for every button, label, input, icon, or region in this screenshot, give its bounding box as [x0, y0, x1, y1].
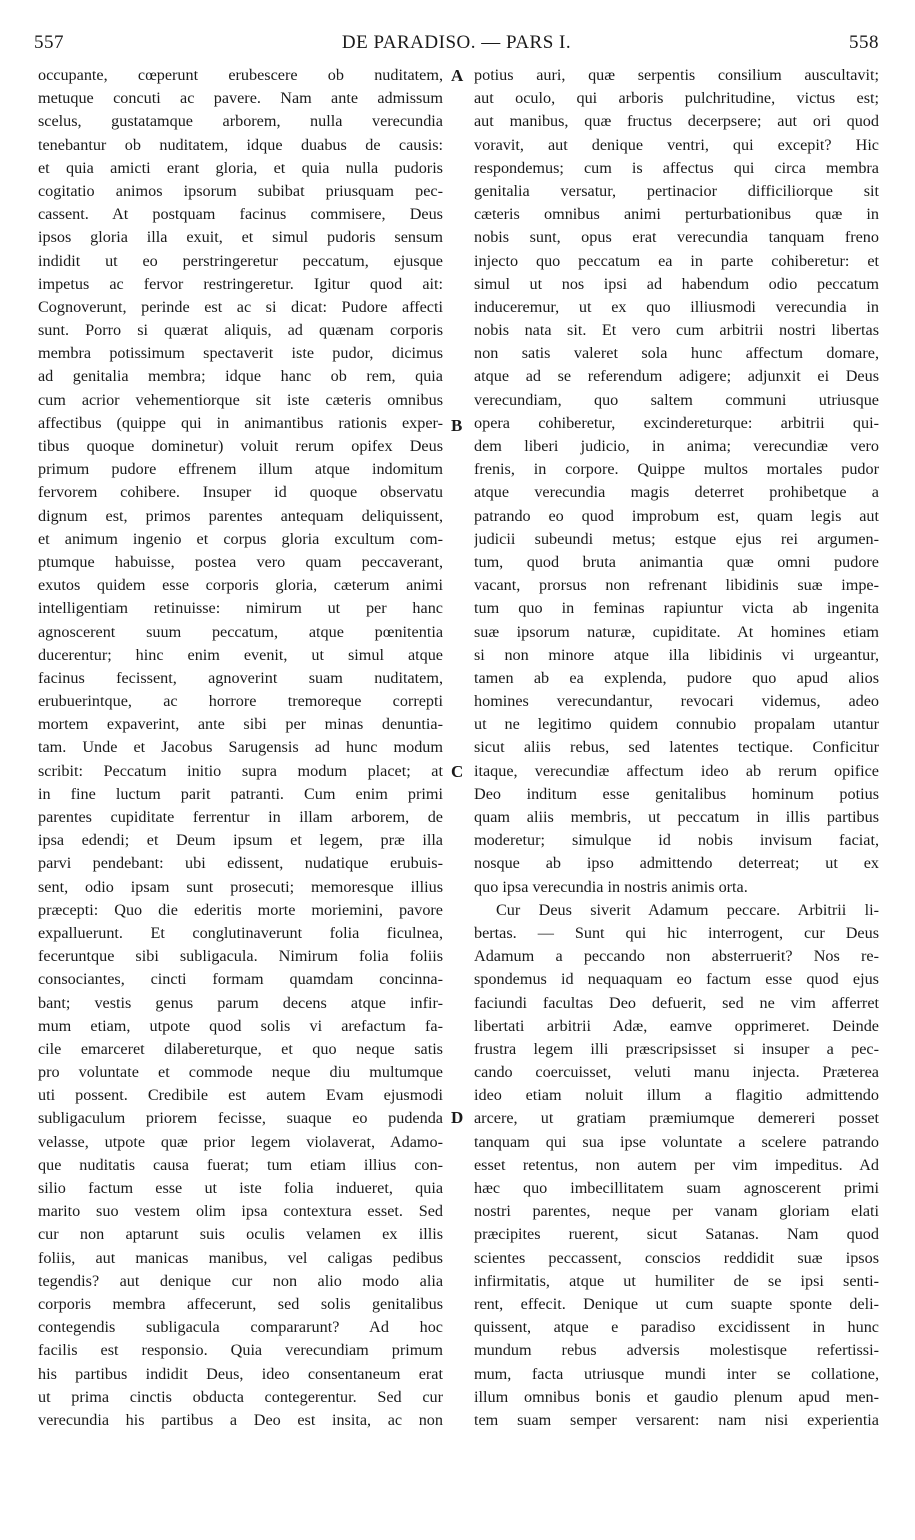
text-line: affectibus (quippe qui in animantibus rationis exper-	[38, 413, 443, 432]
text-line: hæc quo imbecillitatem suam agnoscerent primi	[474, 1179, 879, 1197]
text-line: Cognoverunt, perinde est ac si dicat: Pudore affecti	[38, 297, 443, 316]
text-line: primum pudore effrenem illum atque indomitum	[38, 460, 443, 479]
text-line: infirmitatis, atque ut humiliter de se ipsi senti-	[474, 1271, 879, 1290]
text-line: ad genitalia membra; idque hanc ob rem, quia	[38, 367, 443, 386]
text-line: quissent, atque e paradiso excidissent in hunc	[474, 1318, 879, 1337]
section-marker-a: A	[451, 66, 464, 85]
text-line: facinus fecissent, agnoverint suam nuditatem,	[38, 668, 443, 687]
text-line: tum quo in feminas rapiuntur victa ab ingenita	[474, 599, 879, 618]
text-line: quo ipsa verecundia in nostris animis orta.	[474, 877, 748, 896]
text-line: si non minore atque illa libidinis vi urgeantur,	[474, 645, 879, 664]
text-line: scientes peccassent, conscios reddidit suæ ipsos	[474, 1248, 879, 1267]
text-line: præcipites ruerent, sicut Satanas. Nam quod	[474, 1225, 879, 1244]
running-header	[34, 30, 879, 56]
text-line: atque verecundia magis deterret prohibetque a	[474, 483, 879, 502]
text-line: voravit, aut denique ventri, qui excepit? Hic	[474, 135, 879, 154]
text-line: aut manibus, quæ fructus decerpsere; aut ori quod	[474, 112, 879, 131]
text-line: ptumque habuisse, postea vero quam peccaverant,	[38, 552, 443, 571]
text-line: facilis est responsio. Quia verecundiam primum	[38, 1341, 443, 1360]
text-line: esset retentus, non autem per vim impeditus. Ad	[474, 1155, 879, 1174]
text-line: tem suam semper versarent: nam nisi experientia	[474, 1410, 879, 1429]
text-line: erubuerintque, ac horrore tremoreque correpti	[38, 692, 443, 711]
text-line: indidit ut eo perstringeretur peccatum, ejusque	[38, 251, 443, 270]
text-line: dignum est, primos parentes antequam deliquissent,	[38, 506, 443, 525]
text-line: sent, odio ipsam sunt prosecuti; memoresque illius	[38, 877, 443, 896]
text-line: non satis valeret sola hunc affectum domare,	[474, 344, 879, 363]
page-number-left: 557	[34, 32, 64, 53]
section-marker-c: C	[451, 762, 464, 781]
text-line: consociantes, cincti formam quamdam concinna-	[38, 970, 443, 989]
text-line: in fine luctum parit patranti. Cum enim primi	[38, 784, 443, 803]
text-line: cile emarceret dilabereturque, et quo neque satis	[38, 1039, 443, 1058]
text-line: cassent. At postquam facinus commisere, Deus	[38, 205, 443, 224]
text-line: genitalia versatur, pertinacior difficiliorque sit	[474, 181, 879, 200]
text-line: faciundi facultas Deo defuerit, sed ne vim afferret	[474, 993, 879, 1012]
text-line: spondemus id nequaquam eo factum esse quod ejus	[474, 970, 879, 989]
text-line: tibus quoque dominetur) voluit rerum opifex Deus	[38, 437, 443, 455]
text-line: ut ne legitimo quidem connubio propalam utantur	[474, 715, 879, 734]
text-line: suæ ipsorum naturæ, cupiditate. At homines etiam	[474, 622, 879, 641]
text-line: mum etiam, utpote quod solis vi arefactum fa-	[38, 1016, 443, 1035]
text-line: mundum rebus adversis molestisque refertissi-	[474, 1341, 879, 1360]
text-line: corporis membra affecerunt, sed solis genitalibus	[38, 1294, 443, 1313]
text-line: et animum ingenio et corpus gloria excultum com-	[38, 529, 443, 548]
text-line: Deo inditum esse genitalibus hominum potius	[474, 784, 879, 803]
text-line: occupante, cœperunt erubescere ob nuditatem,	[38, 66, 443, 84]
text-line: simul ut nos ipsi ad habendum odio peccatum	[474, 274, 879, 293]
text-line: ipsos gloria illa exuit, et simul pudoris sensum	[38, 228, 443, 247]
text-line: tegendis? aut denique cur non alio modo alia	[38, 1271, 443, 1290]
text-line: que nuditatis causa fuerat; tum etiam illius con-	[38, 1155, 443, 1174]
running-title: DE PARADISO. — PARS I.	[341, 32, 572, 53]
text-line: tum, quod bruta animantia quæ omni pudore	[474, 552, 879, 571]
right-column	[474, 64, 879, 1432]
text-line: ideo etiam noluit illum a flagitio admittendo	[474, 1086, 879, 1105]
text-line: verecundiam, quo saltem communi utriusque	[474, 390, 879, 409]
text-line: cur non aptarunt suis oculis velamen ex illis	[38, 1225, 443, 1244]
text-line: nobis nata sit. Et vero cum arbitrii nostri libertas	[474, 321, 879, 340]
text-line: quam aliis membris, ut peccatum in illis partibus	[474, 808, 879, 826]
text-line: judicii subeundi metus; estque ejus rei argumen-	[474, 529, 879, 548]
text-line: nosque ab ipso admittendo deterreat; ut ex	[474, 854, 879, 873]
text-line: feceruntque sibi subligacula. Nimirum folia foliis	[38, 947, 443, 966]
text-line: cum acrior vehementiorque sit iste cæteris omnibus	[38, 390, 443, 409]
text-line: vacant, prorsus non refrenant libidinis suæ impe-	[474, 576, 879, 595]
text-line: verecundia his partibus a Deo est insita, ac non	[38, 1410, 443, 1429]
text-line: frustra legem illi præscripsisset si insuper a pec-	[474, 1039, 879, 1058]
text-line: et quia amicti erant gloria, et quia nulla pudoris	[38, 158, 443, 177]
text-line: sunt. Porro si quærat aliquis, ad quænam corporis	[38, 321, 443, 340]
text-line: sicut aliis rebus, sed latentes tectique. Conficitur	[474, 738, 879, 757]
text-line: injecto quo peccatum ea in parte cohiberetur: et	[474, 251, 879, 270]
text-line: cando coercuisset, veluti manu injecta. Præterea	[474, 1063, 879, 1082]
text-line: respondemus; cum is affectus qui circa membra	[474, 158, 879, 177]
text-line: parvi pendebant: ubi edissent, nudatique erubuis-	[38, 854, 443, 873]
text-line: nobis sunt, opus erat verecundia tanquam freno	[474, 228, 879, 247]
text-line: fervorem cohibere. Insuper id quoque observatu	[38, 483, 443, 502]
text-line: velasse, utpote quæ prior legem violaverat, Adamo-	[38, 1132, 443, 1151]
text-line: silio factum esse ut iste folia indueret, quia	[38, 1179, 443, 1197]
text-line: rent, effecit. Denique ut cum suapte sponte deli-	[474, 1294, 879, 1313]
text-line: illum omnibus bonis et gaudio plenum apud men-	[474, 1387, 879, 1406]
text-line: potius auri, quæ serpentis consilium auscultavit;	[474, 66, 879, 84]
text-line: scelus, gustatamque arborem, nulla verecundia	[38, 112, 443, 131]
section-marker-b: B	[451, 416, 463, 435]
text-line: cogitatio animos ipsorum subibat priusquam pec-	[38, 181, 443, 200]
text-line: subligaculum priorem fecisse, suaque eo pudenda	[38, 1109, 443, 1128]
text-line: scribit: Peccatum initio supra modum placet; at	[38, 761, 443, 780]
text-line: contegendis subligacula compararunt? Ad hoc	[38, 1318, 443, 1337]
text-line: cæteris omnibus animi perturbationibus quæ in	[474, 205, 879, 224]
text-line: parentes cupiditate ferrentur in illam arborem, de	[38, 808, 443, 826]
text-line: metuque concuti ac pavere. Nam ante admissum	[38, 89, 443, 108]
text-line: bertas. — Sunt qui hic interrogent, cur Deus	[474, 923, 879, 942]
text-line: patrando eo quod improbum est, quam legis aut	[474, 506, 879, 525]
text-line: pro voluntate et commode neque diu multumque	[38, 1063, 443, 1082]
text-line: exutos quidem esse corporis gloria, cæterum animi	[38, 576, 443, 595]
text-line: tam. Unde et Jacobus Sarugensis ad hunc modum	[38, 738, 443, 757]
page-number-right: 558	[849, 32, 879, 53]
text-line: frenis, in corpore. Quippe multos mortales pudor	[474, 460, 879, 479]
text-line: ipsa edendi; et Deum ipsum et legem, præ illa	[38, 831, 443, 850]
text-line: induceremur, ut ex quo illiusmodi verecundia in	[474, 297, 879, 316]
text-line: expalluerunt. Et conglutinaverunt folia ficulnea,	[38, 923, 443, 942]
text-line: Adamum a peccando non absterruerit? Nos re-	[474, 947, 879, 966]
left-column	[38, 64, 443, 1432]
text-line: aut oculo, qui arboris pulchritudine, victus est;	[474, 89, 879, 108]
text-line: libertati arbitrii Adæ, eamve opprimeret. Deinde	[474, 1016, 879, 1035]
text-line: impetus ac fervor restringeretur. Igitur quod ait:	[38, 274, 443, 293]
text-line: intelligentiam retinuisse: nimirum ut per hanc	[38, 599, 443, 618]
text-line: nostri parentes, neque per vanam gloriam elati	[474, 1202, 879, 1221]
text-line: mortem expaverint, ante sibi per minas denuntia-	[38, 715, 443, 734]
text-line: ut prima cinctis obducta contegerentur. Sed cur	[38, 1387, 443, 1406]
text-line: itaque, verecundiæ affectum ideo ab rerum opifice	[474, 761, 879, 780]
text-line: atque ad se referendum adigere; adjunxit ei Deus	[474, 367, 879, 386]
text-line: moderetur; simulque id nobis invisum faciat,	[474, 831, 879, 850]
text-line: membra potissimum spectaverit iste pudor, dicimus	[38, 344, 443, 363]
text-line: dem liberi judicio, in anima; verecundiæ vero	[474, 437, 879, 455]
text-line: opera cohiberetur, excindereturque: arbitrii qui-	[474, 413, 879, 432]
text-line: tamen ab ea explenda, pudore quo apud alios	[474, 668, 879, 687]
text-line: arcere, ut gratiam præmiumque demereri posset	[474, 1109, 879, 1128]
text-line: bant; vestis genus parum decens atque infir-	[38, 993, 443, 1012]
text-line: his partibus indidit Deus, ideo consentaneum erat	[38, 1364, 443, 1383]
text-line: foliis, aut manicas manibus, vel caligas pedibus	[38, 1248, 443, 1267]
text-line: uti possent. Credibile est autem Evam ejusmodi	[38, 1086, 443, 1105]
text-line: agnoscerent suum peccatum, atque pœnitentia	[38, 622, 443, 641]
text-line: ducerentur; hinc enim evenit, ut simul atque	[38, 645, 443, 664]
section-marker-d: D	[451, 1108, 464, 1127]
text-line: tanquam qui sua ipse voluntate a scelere patrando	[474, 1132, 879, 1151]
text-line: tenebantur ob nuditatem, idque duabus de causis:	[38, 135, 443, 154]
text-line: marito suo vestem olim ipsa contextura esset. Sed	[38, 1202, 443, 1221]
text-line: homines verecundantur, revocari videmus, adeo	[474, 692, 879, 711]
text-line: Cur Deus siverit Adamum peccare. Arbitrii li-	[496, 900, 879, 919]
text-line: præcepti: Quo die ederitis morte moriemini, pavore	[38, 900, 443, 919]
text-line: mum, facta utriusque mundi inter se collatione,	[474, 1364, 879, 1383]
